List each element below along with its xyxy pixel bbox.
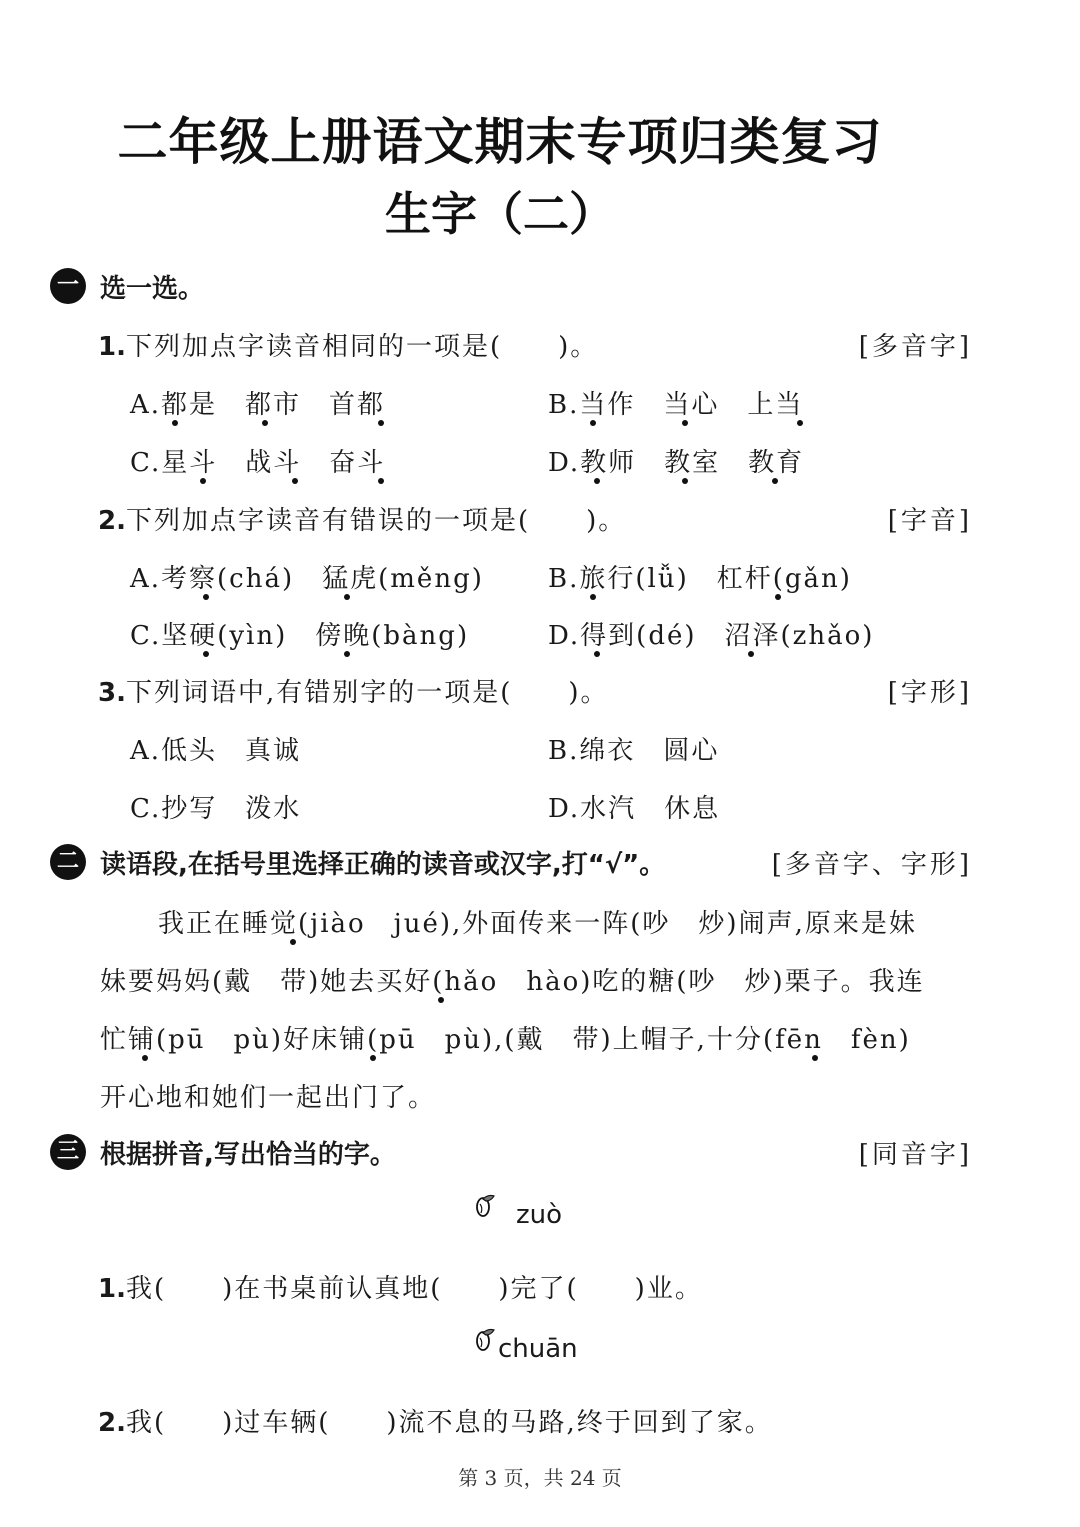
emphasis-dot	[682, 478, 688, 484]
emphasis-dot	[590, 420, 596, 426]
option-a: A.都是 都市 首都	[130, 390, 386, 420]
section-tag: [多音字、字形]	[771, 850, 972, 880]
emphasis-dot	[438, 997, 444, 1003]
option-b: B.旅行(lǚ) 杠杆(gǎn)	[548, 564, 852, 594]
emphasis-dot	[172, 420, 178, 426]
paragraph-line: 忙铺(pū pù)好床铺(pū pù),(戴 带)上帽子,十分(fēn fèn)	[100, 1025, 911, 1055]
question-tag: [多音字]	[858, 332, 972, 362]
section-number-badge: 一	[50, 268, 86, 304]
option-d: D.教师 教室 教育	[548, 448, 805, 478]
section-number-badge: 二	[50, 844, 86, 880]
emphasis-dot	[203, 594, 209, 600]
question-number: 1.	[98, 1274, 126, 1304]
emphasis-dot	[344, 594, 350, 600]
emphasis-dot	[594, 478, 600, 484]
section-title: 根据拼音,写出恰当的字。	[100, 1140, 396, 1170]
emphasis-dot	[290, 939, 296, 945]
emphasis-dot	[203, 651, 209, 657]
question-tag: [字形]	[887, 678, 972, 708]
emphasis-dot	[370, 1055, 376, 1061]
option-c: C.星斗 战斗 奋斗	[130, 448, 386, 478]
paragraph-line: 开心地和她们一起出门了。	[100, 1083, 437, 1113]
option-c: C.坚硬(yìn) 傍晚(bàng)	[130, 621, 470, 651]
section-title: 读语段,在括号里选择正确的读音或汉字,打“√”。	[100, 850, 666, 880]
question-text: 下列加点字读音有错误的一项是( )。	[125, 506, 627, 536]
option-a: A.考察(chá) 猛虎(měng)	[130, 564, 484, 594]
section-number-badge: 三	[50, 1134, 86, 1170]
option-d: D.得到(dé) 沼泽(zhǎo)	[548, 621, 875, 651]
question-number: 1.	[98, 332, 126, 362]
emphasis-dot	[378, 420, 384, 426]
question-number: 2.	[98, 1408, 126, 1438]
page-title: 二年级上册语文期末专项归类复习	[117, 113, 883, 171]
emphasis-dot	[594, 651, 600, 657]
question-3	[98, 672, 609, 709]
emphasis-dot	[775, 594, 781, 600]
paragraph-line: 我正在睡觉(jiào jué),外面传来一阵(吵 炒)闹声,原来是妹	[158, 909, 917, 939]
option-c: C.抄写 泼水	[130, 794, 302, 824]
section-title: 选一选。	[100, 274, 205, 304]
option-d: D.水汽 休息	[548, 794, 721, 824]
pinyin-label: chuān	[498, 1334, 578, 1364]
emphasis-dot	[262, 420, 268, 426]
option-a: A.低头 真诚	[130, 736, 302, 766]
emphasis-dot	[748, 651, 754, 657]
leaf-icon	[474, 1192, 496, 1222]
question-text: 我( )过车辆( )流不息的马路,终于回到了家。	[125, 1408, 773, 1438]
option-b: B.当作 当心 上当	[548, 390, 804, 420]
question-tag: [字音]	[887, 506, 972, 536]
emphasis-dot	[200, 478, 206, 484]
paragraph-line: 妹要妈妈(戴 带)她去买好(hǎo hào)吃的糖(吵 炒)栗子。我连	[100, 967, 925, 997]
question-2	[98, 1402, 773, 1439]
question-2	[98, 500, 626, 537]
page-subtitle: 生字（二）	[385, 187, 615, 241]
question-number: 3.	[98, 678, 126, 708]
emphasis-dot	[797, 420, 803, 426]
emphasis-dot	[590, 594, 596, 600]
emphasis-dot	[378, 478, 384, 484]
question-text: 我( )在书桌前认真地( )完了( )业。	[125, 1274, 703, 1304]
emphasis-dot	[772, 478, 778, 484]
question-text: 下列加点字读音相同的一项是( )。	[125, 332, 599, 362]
question-number: 2.	[98, 506, 126, 536]
question-text: 下列词语中,有错别字的一项是( )。	[125, 678, 609, 708]
question-1	[98, 1268, 703, 1305]
emphasis-dot	[682, 420, 688, 426]
leaf-icon	[474, 1326, 496, 1356]
question-1	[98, 326, 598, 363]
emphasis-dot	[292, 478, 298, 484]
pinyin-label: zuò	[516, 1200, 563, 1230]
section-tag: [同音字]	[858, 1140, 972, 1170]
emphasis-dot	[344, 651, 350, 657]
option-b: B.绵衣 圆心	[548, 736, 720, 766]
emphasis-dot	[142, 1055, 148, 1061]
emphasis-dot	[812, 1055, 818, 1061]
page-footer: 第 3 页，共 24 页	[458, 1466, 622, 1490]
